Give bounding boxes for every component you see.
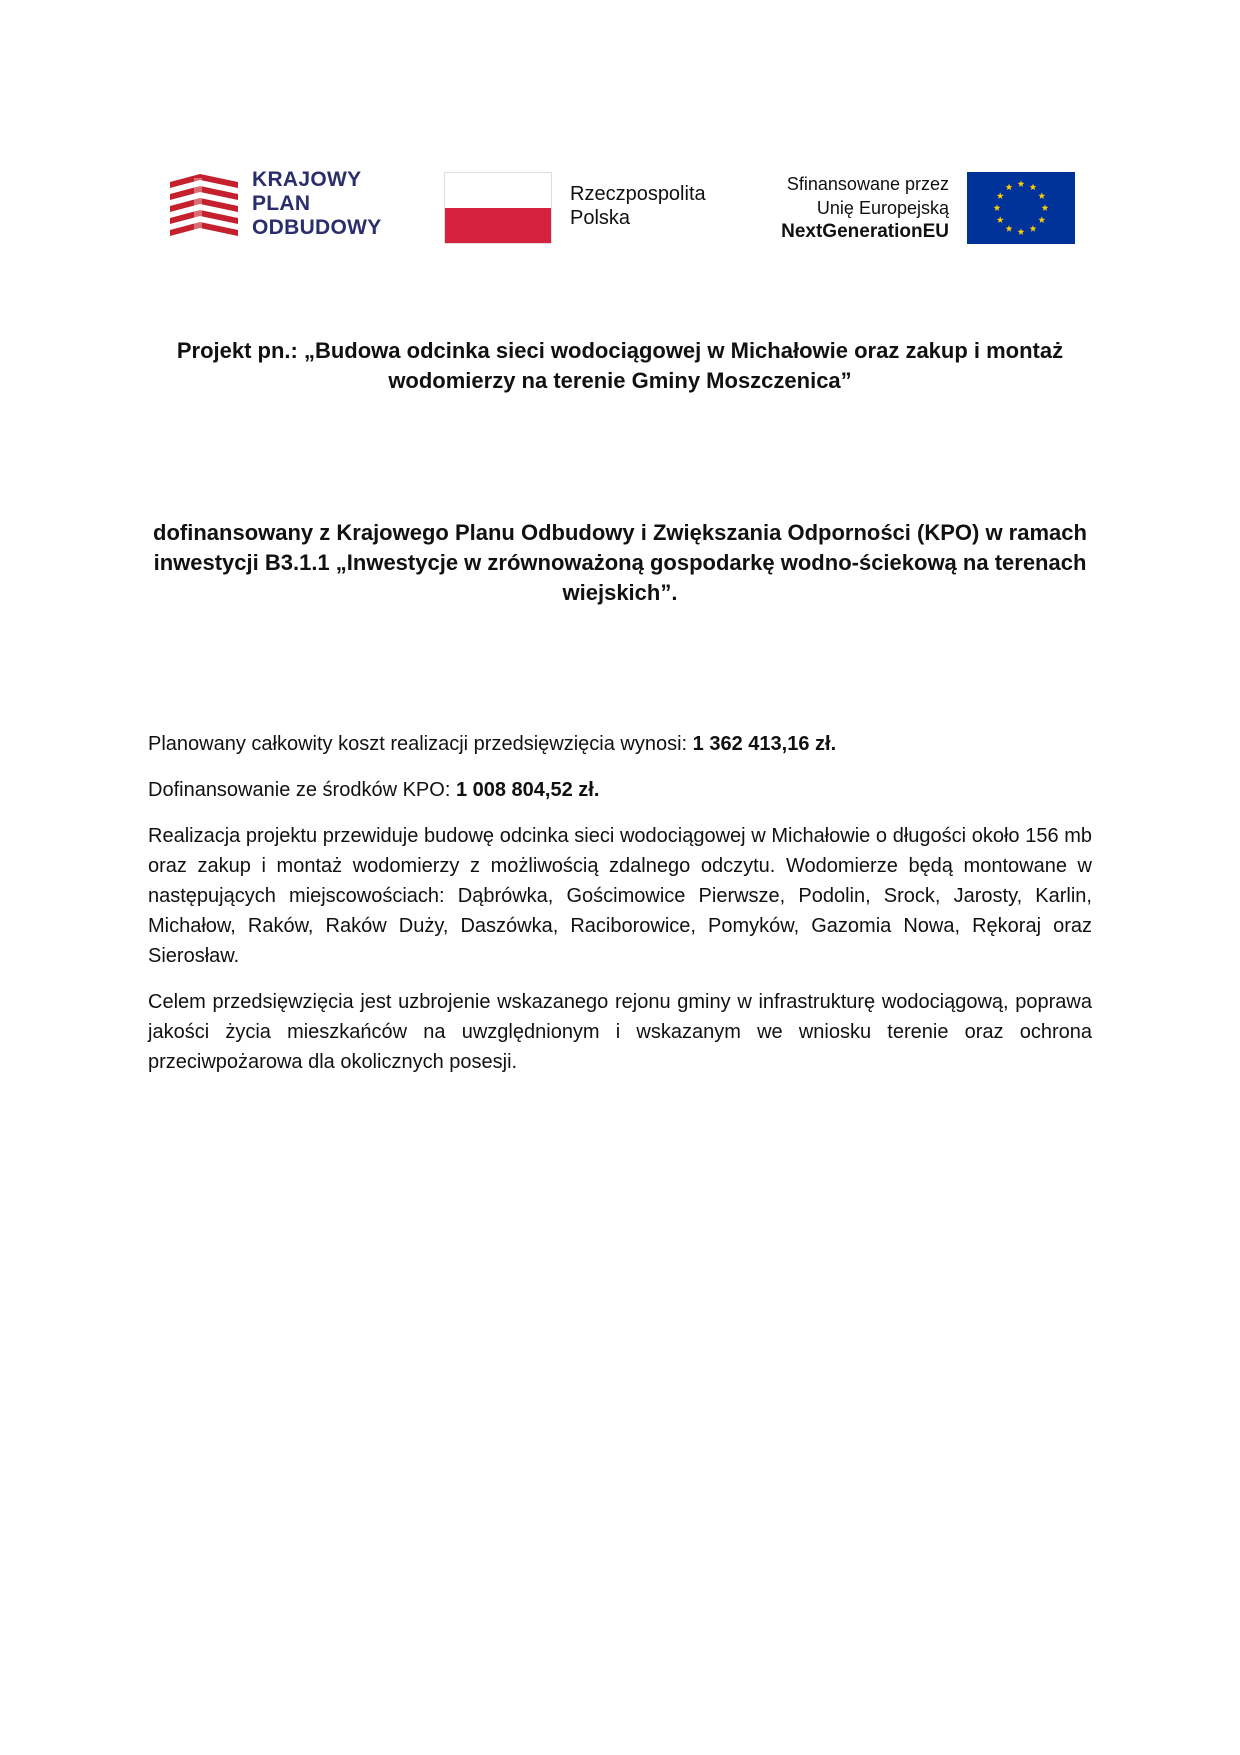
rp-line-1: Rzeczpospolita <box>570 183 706 205</box>
kpo-line-2: PLAN <box>252 192 311 215</box>
kpo-logo-text <box>252 168 382 240</box>
eu-line-1: Sfinansowane przez <box>786 174 949 194</box>
project-description: Realizacja projektu przewiduje budowę odcinka sieci wodociągowej w Michałowie o długości około 156 mb oraz zakup i montaż wodomierzy z możliwością zdalnego odczytu. Wodomierze będą montowane w następujących miejscowościach: Dąbrówka, Gościmowice Pierwsze, Podolin, Srock, Jarosty, Karlin, Michałow, Raków, Raków Duży, Daszówka, Raciborowice, Pomyków, Gazomia Nowa, Rękoraj oraz Sierosław. <box>148 825 1092 967</box>
eu-line-3: NextGenerationEU <box>781 221 949 242</box>
project-goal: Celem przedsięwzięcia jest uzbrojenie wskazanego rejonu gminy w infrastrukturę wodociągową, poprawa jakości życia mieszkańców na uwzględnionym i wskazanym we wniosku terenie oraz ochrona przeciwpożarowa dla okolicznych posesji. <box>148 991 1092 1073</box>
funding-source: dofinansowany z Krajowego Planu Odbudowy i Zwiększania Odporności (KPO) w ramach inwestycji B3.1.1 „Inwestycje w zrównoważoną gospodarkę wodno-ściekową na terenach wiejskich”. <box>153 520 1087 605</box>
total-cost-value: 1 362 413,16 zł. <box>692 733 837 755</box>
kpo-line-3: ODBUDOWY <box>252 216 382 239</box>
logo-bar <box>170 168 1075 248</box>
eu-logo-text <box>781 172 949 244</box>
eu-line-2: Unię Europejską <box>816 198 949 218</box>
eu-logo <box>758 168 1075 248</box>
total-cost-line <box>148 729 1092 759</box>
project-title: Projekt pn.: „Budowa odcinka sieci wodociągowej w Michałowie oraz zakup i montaż wodomierzy na terenie Gminy Moszczenica” <box>176 338 1064 393</box>
rp-logo <box>444 172 744 244</box>
kpo-line-1: KRAJOWY <box>252 168 362 191</box>
funding-line <box>148 775 1092 805</box>
funding-label: Dofinansowanie ze środków KPO: <box>148 779 456 801</box>
rp-logo-text <box>570 182 706 230</box>
eu-flag-icon <box>967 172 1075 244</box>
kpo-stripes-icon <box>170 172 238 244</box>
rp-line-2: Polska <box>570 207 631 229</box>
total-cost-label: Planowany całkowity koszt realizacji przedsięwzięcia wynosi: <box>148 733 693 755</box>
document-body <box>148 729 1092 1093</box>
kpo-logo <box>170 168 400 248</box>
polish-flag-icon <box>444 172 552 244</box>
funding-value: 1 008 804,52 zł. <box>455 779 600 801</box>
